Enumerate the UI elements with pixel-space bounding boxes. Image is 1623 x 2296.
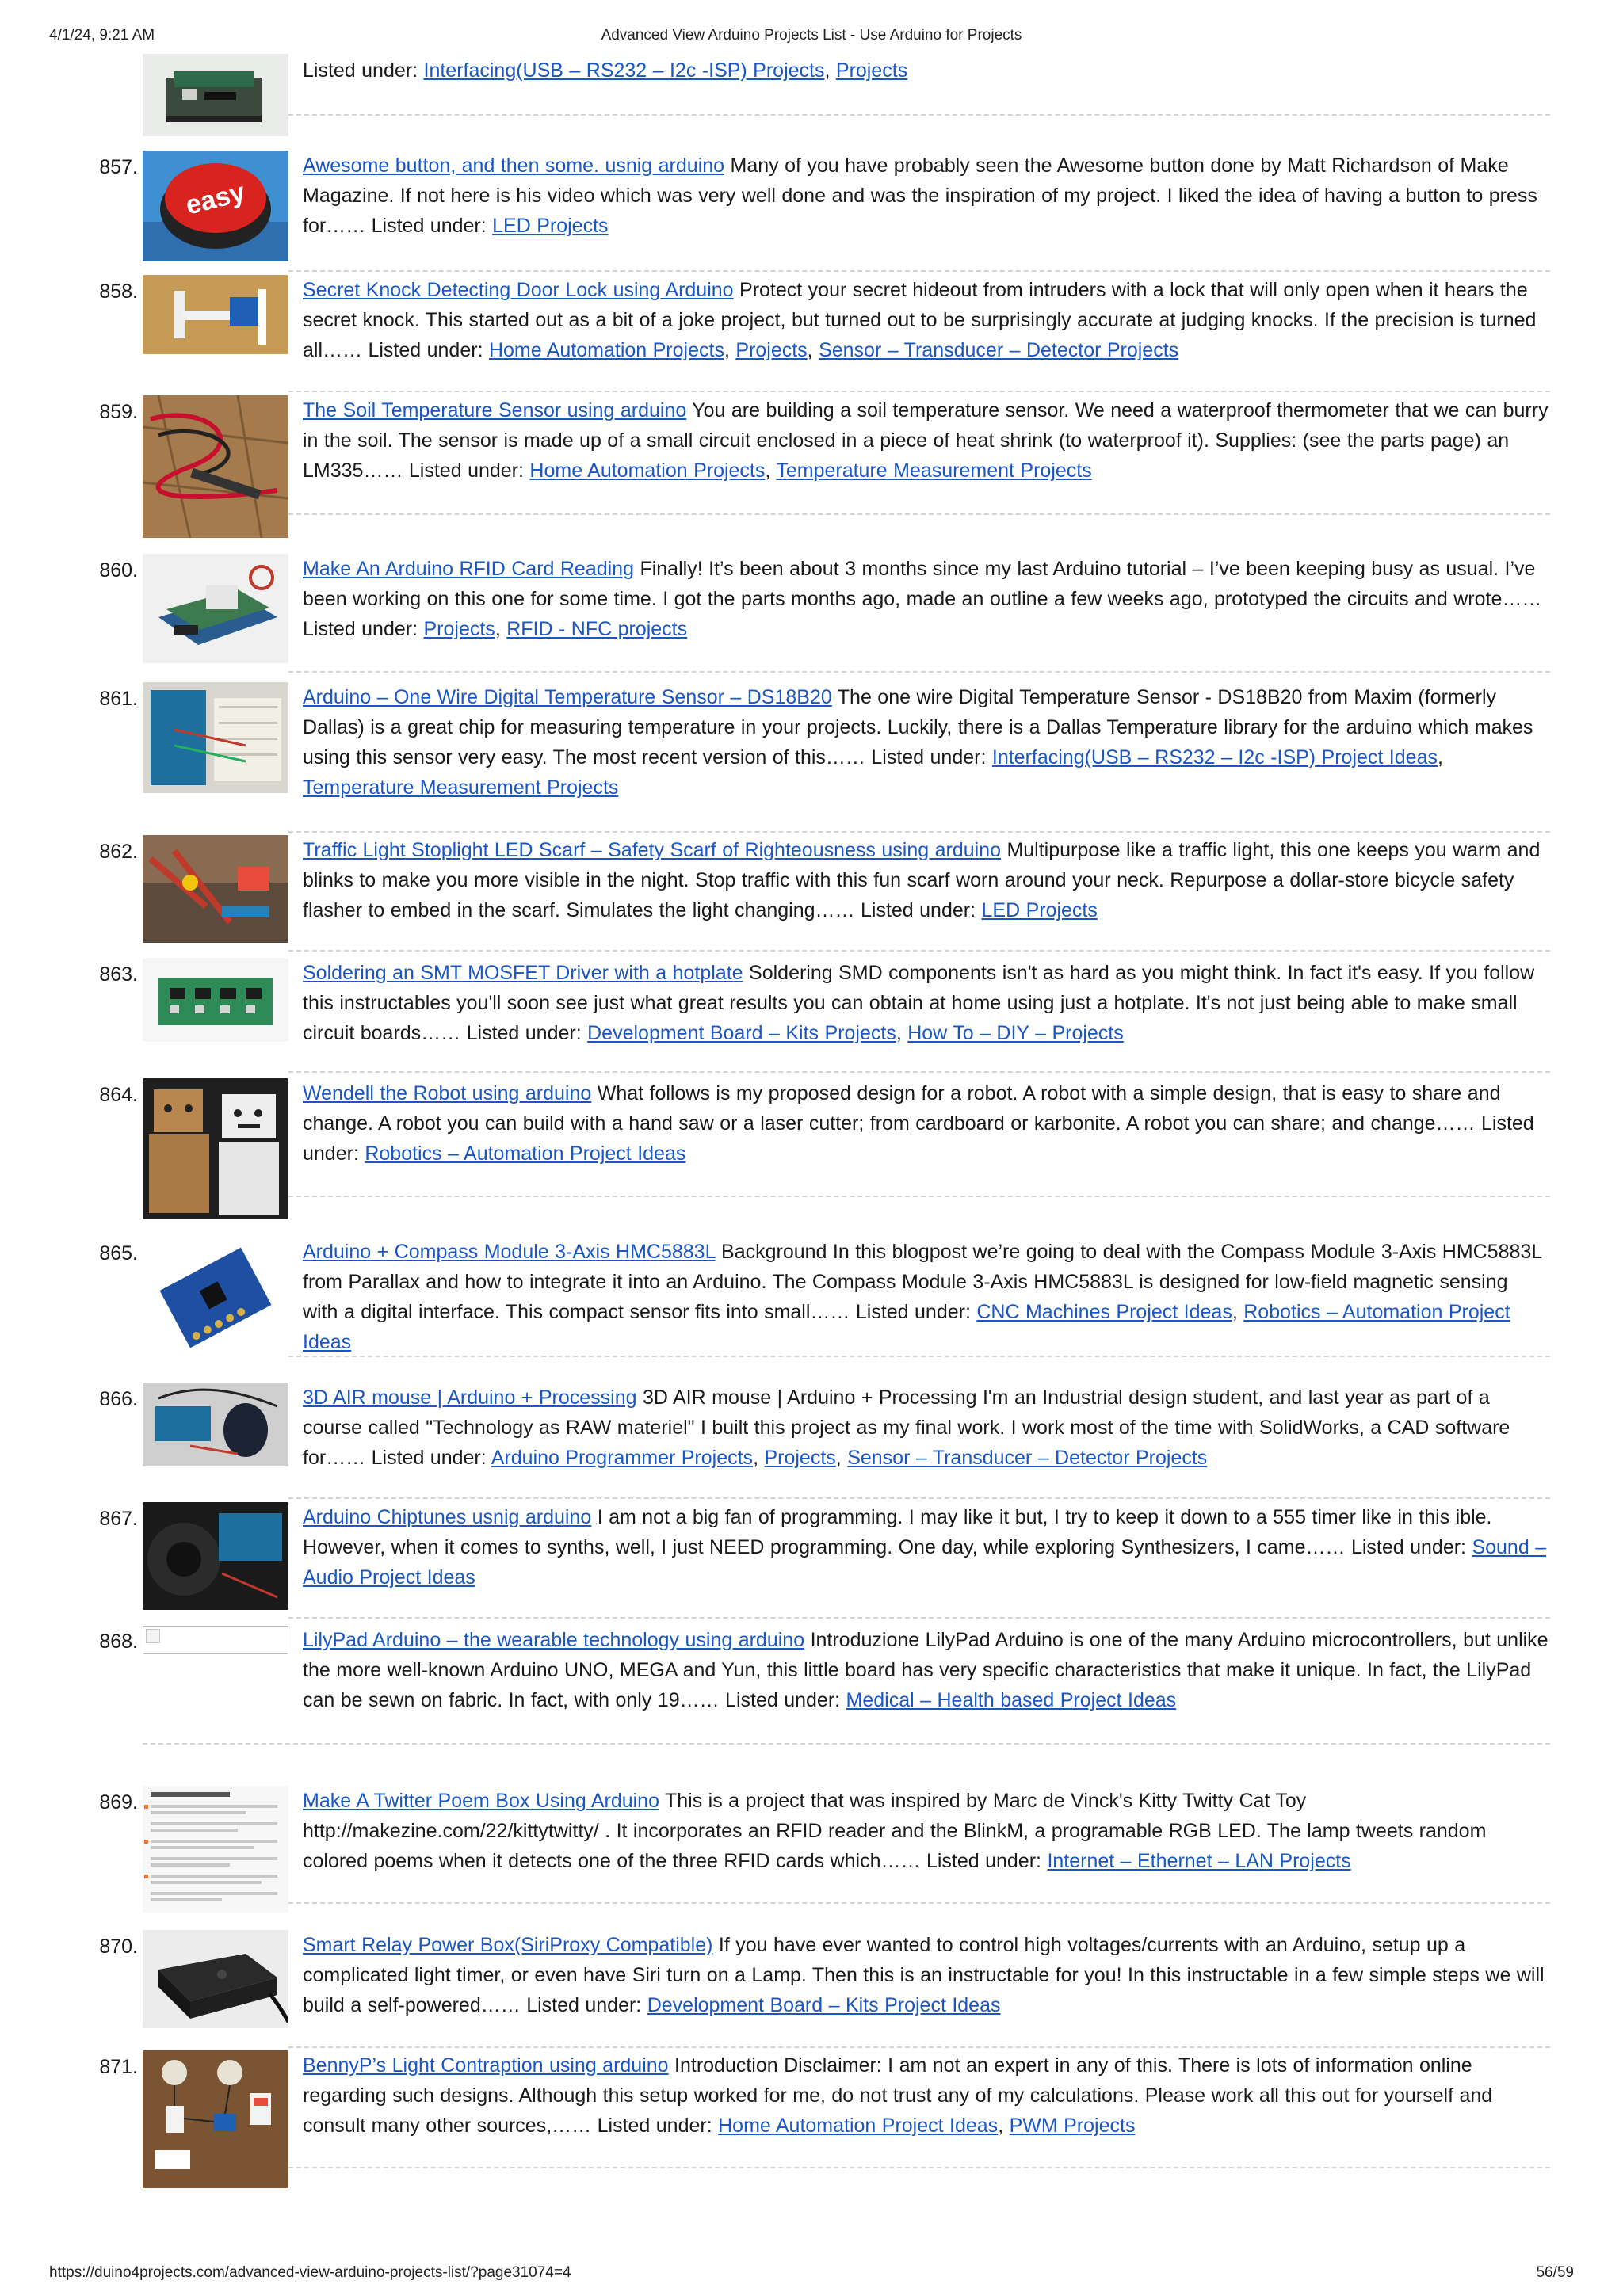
category-link[interactable]: Medical – Health based Project Ideas bbox=[846, 1689, 1177, 1711]
thumb-arduino-shield[interactable] bbox=[143, 54, 288, 136]
project-title-link[interactable]: Traffic Light Stoplight LED Scarf – Safety Scarf of Righteousness using arduino bbox=[303, 839, 1001, 861]
entry-number: 867. bbox=[99, 1508, 138, 1530]
thumb-ds18b20[interactable] bbox=[143, 682, 288, 793]
entry-text: Arduino + Compass Module 3-Axis HMC5883L Background In this blogpost we’re going to deal with the Compass Module 3-Axis HMC5883L from Parallax and how to integrate it into an Arduino. The Compass Module 3-Axis HMC5883L is designed for low-field magnetic sensing with a digital interface. This compact sensor fits into small…… Listed under: CNC Machines Project Ideas, Robotics – Automation Project Ideas bbox=[303, 1241, 1542, 1353]
separator bbox=[288, 2046, 1550, 2048]
listed-label: Listed under: bbox=[368, 339, 483, 361]
project-description: 3D AIR mouse | Arduino + Processing I'm an Industrial design student, and last year as part of a course called "Technology as RAW materiel" I built this project as my final work. I work most of the time with SolidWorks, a CAD software for…… bbox=[303, 1386, 1510, 1469]
project-description: Introduzione LilyPad Arduino is one of the many Arduino microcontrollers, but unlike the more well-known Arduino UNO, MEGA and Yun, this little board has very specific characteristics that make it unique. In fact, the LilyPad can be sewn on fabric. In fact, with only 19…… bbox=[303, 1629, 1549, 1711]
project-title-link[interactable]: Arduino + Compass Module 3-Axis HMC5883L bbox=[303, 1241, 716, 1263]
project-description: Soldering SMD components isn't as hard as you might think. In fact it's easy. If you follow this instructables you'll soon see just what great results you can obtain at home using just a hotplate. It's not just being able to make small circuit boards…… bbox=[303, 962, 1535, 1044]
separator bbox=[288, 270, 1550, 272]
thumb-air-mouse[interactable] bbox=[143, 1383, 288, 1466]
thumb-compass-module[interactable] bbox=[143, 1237, 288, 1359]
project-description: What follows is my proposed design for a robot. A robot with a simple design, that is easy to share and change. A robot you can build with a hand saw or a laser cutter; from cardboard or karbonite. A robot you can share; and change…… bbox=[303, 1082, 1501, 1135]
project-title-link[interactable]: Make A Twitter Poem Box Using Arduino bbox=[303, 1790, 659, 1812]
page-url: https://duino4projects.com/advanced-view-arduino-projects-list/?page31074=4 bbox=[49, 2264, 571, 2281]
project-title-link[interactable]: The Soil Temperature Sensor using arduino bbox=[303, 399, 687, 421]
entry-number: 866. bbox=[99, 1388, 138, 1410]
listed-label: Listed under: bbox=[303, 59, 418, 82]
separator bbox=[288, 1497, 1550, 1499]
listed-label: Listed under: bbox=[860, 899, 976, 921]
category-link[interactable]: Projects bbox=[835, 59, 908, 82]
entry-number: 869. bbox=[99, 1791, 138, 1814]
category-link[interactable]: LED Projects bbox=[981, 899, 1098, 921]
entry-number: 860. bbox=[99, 559, 138, 582]
thumb-wendell-robot[interactable] bbox=[143, 1078, 288, 1219]
category-link[interactable]: Temperature Measurement Projects bbox=[303, 776, 619, 799]
project-description: If you have ever wanted to control high voltages/currents with an Arduino, setup up a complicated light timer, or even have Siri turn on a Lamp. Then this is an instructable for you! In this instructable in a few simple steps we will build a self-powered…… bbox=[303, 1934, 1545, 2016]
listed-label: Listed under: bbox=[526, 1994, 642, 2016]
thumb-soil-sensor[interactable] bbox=[143, 395, 288, 538]
entry-number: 870. bbox=[99, 1936, 138, 1958]
category-link[interactable]: Temperature Measurement Projects bbox=[776, 460, 1092, 482]
category-link[interactable]: LED Projects bbox=[492, 215, 609, 237]
entry-text bbox=[303, 1625, 1549, 1715]
thumb-light-contraption[interactable] bbox=[143, 2050, 288, 2188]
separator bbox=[288, 114, 1550, 116]
entry-text: Soldering an SMT MOSFET Driver with a hotplate Soldering SMD components isn't as hard as you might think. In fact it's easy. If you follow this instructables you'll soon see just what great results you can obtain at home using just a hotplate. It's not just being able to make small circuit boards…… Listed under: Development Board – Kits Projects, How To – DIY – Projects bbox=[303, 962, 1535, 1044]
entry-text bbox=[303, 1786, 1549, 1876]
category-link[interactable]: Arduino Programmer Projects bbox=[491, 1447, 754, 1469]
category-link[interactable]: Sound – Audio Project Ideas bbox=[303, 1536, 1547, 1589]
project-title-link[interactable]: Wendell the Robot using arduino bbox=[303, 1082, 592, 1104]
separator bbox=[143, 1743, 1550, 1745]
project-description: You are building a soil temperature sensor. We need a waterproof thermometer that we can burry in the soil. The sensor is made up of a small circuit enclosed in a piece of heat shrink (to waterproof it). Supplies: (see the parts page) an LM335…… bbox=[303, 399, 1549, 482]
project-description: Background In this blogpost we’re going to deal with the Compass Module 3-Axis HMC5883L from Parallax and how to integrate it into an Arduino. The Compass Module 3-Axis HMC5883L is designed for low-field magnetic sensing with a digital interface. This compact sensor fits into small…… bbox=[303, 1241, 1542, 1323]
entry-text bbox=[303, 1502, 1549, 1592]
category-link[interactable]: CNC Machines Project Ideas bbox=[976, 1301, 1232, 1323]
listed-label: Listed under: bbox=[466, 1022, 582, 1044]
separator bbox=[288, 391, 1550, 392]
separator bbox=[288, 1196, 1550, 1197]
category-link[interactable]: Projects bbox=[423, 618, 495, 640]
separator bbox=[288, 950, 1550, 952]
entry-number: 865. bbox=[99, 1242, 138, 1264]
listed-label: Listed under: bbox=[725, 1689, 841, 1711]
category-link[interactable]: How To – DIY – Projects bbox=[907, 1022, 1124, 1044]
listed-label: Listed under: bbox=[371, 215, 487, 237]
project-title-link[interactable]: Soldering an SMT MOSFET Driver with a hotplate bbox=[303, 962, 743, 984]
category-link[interactable]: Projects bbox=[764, 1447, 836, 1469]
entry-text bbox=[303, 151, 1549, 241]
category-link[interactable]: Internet – Ethernet – LAN Projects bbox=[1047, 1850, 1351, 1872]
category-link[interactable]: Home Automation Project Ideas bbox=[718, 2115, 999, 2137]
entry-text bbox=[303, 1930, 1549, 2020]
separator bbox=[288, 831, 1550, 833]
separator bbox=[288, 1617, 1550, 1619]
entry-number: 857. bbox=[99, 156, 138, 178]
thumb-easy-button[interactable] bbox=[143, 151, 288, 261]
listed-label: Listed under: bbox=[371, 1447, 487, 1469]
thumb-twitter-poem[interactable] bbox=[143, 1786, 288, 1913]
category-link[interactable]: Interfacing(USB – RS232 – I2c -ISP) Projects bbox=[423, 59, 825, 82]
broken-image-glyph bbox=[146, 1629, 160, 1643]
category-link[interactable]: Development Board – Kits Project Ideas bbox=[647, 1994, 1001, 2016]
thumb-chiptunes[interactable] bbox=[143, 1502, 288, 1610]
project-title-link[interactable]: Arduino Chiptunes usnig arduino bbox=[303, 1506, 592, 1528]
category-link[interactable]: PWM Projects bbox=[1009, 2115, 1136, 2137]
category-link[interactable]: Robotics – Automation Project Ideas bbox=[303, 1301, 1510, 1353]
thumb-knock-lock[interactable] bbox=[143, 275, 288, 354]
category-link[interactable]: Home Automation Projects bbox=[529, 460, 766, 482]
entry-text bbox=[303, 835, 1549, 925]
project-description: Finally! It’s been about 3 months since my last Arduino tutorial – I’ve been keeping busy as usual. I’ve been working on this one for some time. I got the parts months ago, made an outline a few weeks ago, prototyped the circuits and wrote…… bbox=[303, 558, 1542, 610]
listed-label: Listed under: bbox=[1350, 1536, 1466, 1558]
entry-text bbox=[303, 1078, 1549, 1169]
category-link[interactable]: Interfacing(USB – RS232 – I2c -ISP) Project Ideas bbox=[991, 746, 1438, 769]
category-link[interactable]: RFID - NFC projects bbox=[506, 618, 688, 640]
project-description: Many of you have probably seen the Awesome button done by Matt Richardson of Make Magazine. If not here is his video which was very well done and was the inspiration of my project. I liked the idea of having a button to press for…… bbox=[303, 154, 1537, 237]
project-title-link[interactable]: Smart Relay Power Box(SiriProxy Compatible) bbox=[303, 1934, 713, 1956]
project-title-link[interactable]: 3D AIR mouse | Arduino + Processing bbox=[303, 1386, 637, 1409]
entry-text: 3D AIR mouse | Arduino + Processing 3D AIR mouse | Arduino + Processing I'm an Industrial design student, and last year as part of a course called "Technology as RAW materiel" I built this project as my final work. I work most of the time with SolidWorks, a CAD software for…… Listed under: Arduino Programmer Projects, Projects, Sensor – Transducer – Detector Projects bbox=[303, 1386, 1510, 1469]
entry-number: 868. bbox=[99, 1630, 138, 1653]
entry-number: 864. bbox=[99, 1084, 138, 1106]
separator bbox=[288, 1356, 1550, 1357]
project-title-link[interactable]: BennyP’s Light Contraption using arduino bbox=[303, 2054, 669, 2077]
separator bbox=[288, 671, 1550, 673]
thumb-relay-box[interactable] bbox=[143, 1930, 288, 2028]
thumb-led-scarf[interactable] bbox=[143, 835, 288, 943]
project-title-link[interactable]: Secret Knock Detecting Door Lock using Arduino bbox=[303, 279, 734, 301]
separator bbox=[288, 1902, 1550, 1904]
project-description: I am not a big fan of programming. I may like it but, I try to keep it down to a 555 timer like in this ible. However, when it comes to synths, well, I just NEED programming. One day, while exploring Synthesizers, I came…… bbox=[303, 1506, 1492, 1558]
page-title: Advanced View Arduino Projects List - Use Arduino for Projects bbox=[601, 27, 1022, 44]
broken-image-icon[interactable] bbox=[143, 1626, 288, 1654]
category-link[interactable]: Sensor – Transducer – Detector Projects bbox=[819, 339, 1179, 361]
project-title-link[interactable]: Make An Arduino RFID Card Reading bbox=[303, 558, 634, 580]
entry-text: Listed under: Interfacing(USB – RS232 – I2c -ISP) Projects, Projects bbox=[303, 59, 908, 82]
listed-label: Listed under: bbox=[871, 746, 987, 769]
listed-label: Listed under: bbox=[303, 1112, 1534, 1165]
project-title-link[interactable]: LilyPad Arduino – the wearable technology using arduino bbox=[303, 1629, 805, 1651]
entry-text: BennyP’s Light Contraption using arduino Introduction Disclaimer: I am not an expert in any of this. There is lots of information online regarding such designs. Although this setup worked for me, do not trust any of my calculations. Please work all this out for yourself and consult many other sources,…… Listed under: Home Automation Project Ideas, PWM Projects bbox=[303, 2054, 1493, 2137]
project-description: Introduction Disclaimer: I am not an expert in any of this. There is lots of information online regarding such designs. Although this setup worked for me, do not trust any of my calculations. Please work all this out for yourself and consult many other sources,…… bbox=[303, 2054, 1493, 2137]
separator bbox=[288, 2167, 1550, 2168]
project-title-link[interactable]: Arduino – One Wire Digital Temperature Sensor – DS18B20 bbox=[303, 686, 832, 708]
separator bbox=[288, 1071, 1550, 1073]
listed-label: Listed under: bbox=[597, 2115, 712, 2137]
project-description: Protect your secret hideout from intruders with a lock that will only open when it hears the secret knock. This started out as a bit of a joke project, but turned out to be surprisingly accurate at judging knocks. If the precision is turned all…… bbox=[303, 279, 1537, 361]
project-description: This is a project that was inspired by Marc de Vinck's Kitty Twitty Cat Toy http://makezine.com/22/kittytwitty/ . It incorporates an RFID reader and the BlinkM, a programable RGB LED. The lamp tweets random colored poems when it detects one of the three RFID cards which…… bbox=[303, 1790, 1487, 1872]
category-link[interactable]: Sensor – Transducer – Detector Projects bbox=[847, 1447, 1208, 1469]
thumb-smt-mosfet[interactable] bbox=[143, 958, 288, 1042]
print-datetime: 4/1/24, 9:21 AM bbox=[49, 27, 155, 44]
entry-number: 861. bbox=[99, 688, 138, 710]
separator bbox=[288, 513, 1550, 515]
entry-number: 871. bbox=[99, 2056, 138, 2078]
svg-text:easy: easy bbox=[182, 177, 249, 221]
listed-label: Listed under: bbox=[855, 1301, 971, 1323]
listed-label: Listed under: bbox=[303, 618, 418, 640]
project-description: Multipurpose like a traffic light, this one keeps you warm and blinks to make you more visible in the night. Stop traffic with this fun scarf worn around your neck. Repurpose a dollar-store bicycle safety flasher to embed in the scarf. Simulates the light changing…… bbox=[303, 839, 1541, 921]
print-header bbox=[49, 27, 1574, 46]
category-link[interactable]: Projects bbox=[735, 339, 808, 361]
category-link[interactable]: Home Automation Projects bbox=[488, 339, 724, 361]
entry-number: 858. bbox=[99, 280, 138, 303]
entry-text: The Soil Temperature Sensor using arduino You are building a soil temperature sensor. We need a waterproof thermometer that we can burry in the soil. The sensor is made up of a small circuit enclosed in a piece of heat shrink (to waterproof it). Supplies: (see the parts page) an LM335…… Listed under: Home Automation Projects, Temperature Measurement Projects bbox=[303, 399, 1549, 482]
project-title-link[interactable]: Awesome button, and then some. usnig arduino bbox=[303, 154, 725, 177]
project-description: The one wire Digital Temperature Sensor - DS18B20 from Maxim (formerly Dallas) is a great chip for measuring temperature in your projects. Luckily, there is a Dallas Temperature library for the arduino which makes using this sensor very easy. The most recent version of this…… bbox=[303, 686, 1533, 769]
entry-number: 859. bbox=[99, 401, 138, 423]
entry-text: Secret Knock Detecting Door Lock using Arduino Protect your secret hideout from intruders with a lock that will only open when it hears the secret knock. This started out as a bit of a joke project, but turned out to be surprisingly accurate at judging knocks. If the precision is turned all…… Listed under: Home Automation Projects, Projects, Sensor – Transducer – Detector Projects bbox=[303, 279, 1537, 361]
entry-number: 862. bbox=[99, 841, 138, 863]
category-link[interactable]: Robotics – Automation Project Ideas bbox=[365, 1142, 686, 1165]
entry-number: 863. bbox=[99, 963, 138, 986]
category-link[interactable]: Development Board – Kits Projects bbox=[587, 1022, 896, 1044]
entry-text: Make An Arduino RFID Card Reading Finally! It’s been about 3 months since my last Arduino tutorial – I’ve been keeping busy as usual. I’ve been working on this one for some time. I got the parts months ago, made an outline a few weeks ago, prototyped the circuits and wrote…… Listed under: Projects, RFID - NFC projects bbox=[303, 558, 1542, 640]
print-footer bbox=[49, 2264, 1574, 2283]
listed-label: Listed under: bbox=[926, 1850, 1041, 1872]
listed-label: Listed under: bbox=[408, 460, 524, 482]
page-number: 56/59 bbox=[1536, 2264, 1574, 2281]
thumb-rfid-reader[interactable] bbox=[143, 554, 288, 663]
entry-text: Arduino – One Wire Digital Temperature Sensor – DS18B20 The one wire Digital Temperature Sensor - DS18B20 from Maxim (formerly Dallas) is a great chip for measuring temperature in your projects. Luckily, there is a Dallas Temperature library for the arduino which makes using this sensor very easy. The most recent version of this…… Listed under: Interfacing(USB – RS232 – I2c -ISP) Project Ideas, Temperature Measurement Projects bbox=[303, 686, 1533, 799]
